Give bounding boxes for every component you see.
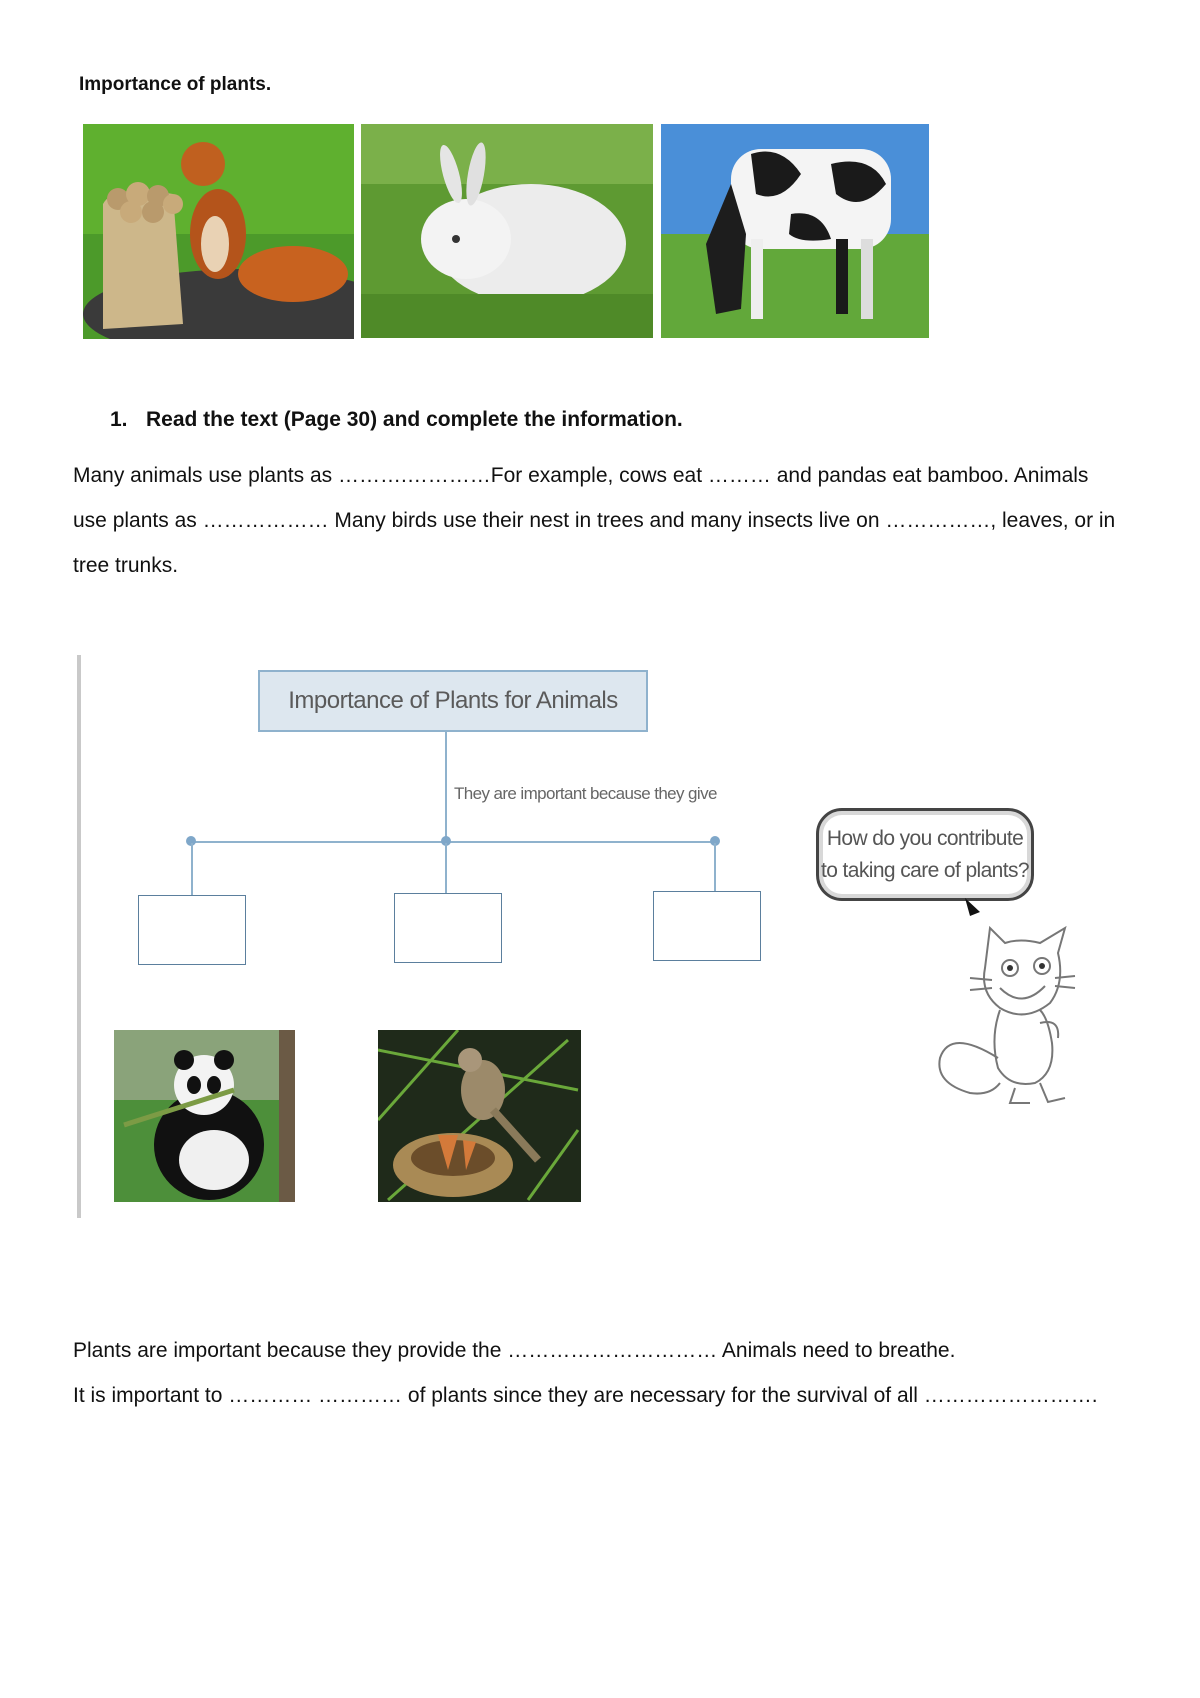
speech-bubble-line-1: How do you contribute	[826, 827, 1024, 850]
diagram-connector-center	[445, 843, 447, 893]
speech-bubble	[816, 808, 1034, 901]
diagram-connector-main	[445, 732, 447, 842]
answer-box-1[interactable]	[138, 895, 246, 965]
diagram-connector-right	[714, 843, 716, 891]
paragraph-1-line-1: Many animals use plants as ……….…………For example, cows eat ……… and pandas eat bamboo. Animals	[73, 464, 1089, 487]
diagram-branch-line	[191, 841, 715, 843]
answer-box-3[interactable]	[653, 891, 761, 961]
cat-illustration	[930, 898, 1080, 1106]
paragraph-2-line-1: Plants are important because they provide the ………………………… Animals need to breathe.	[73, 1339, 956, 1362]
speech-bubble-line-2: to taking care of plants?	[821, 859, 1029, 882]
paragraph-1	[73, 453, 1133, 588]
paragraph-1-line-2: use plants as ……………… Many birds use their nest in trees and many insects live on ……………, leaves, or in	[73, 509, 1116, 532]
question-instruction: Read the text (Page 30) and complete the information.	[146, 408, 683, 431]
paragraph-2-line-2: It is important to ………… ………… of plants since they are necessary for the survival of all …………………….	[73, 1384, 1098, 1407]
paragraph-2	[73, 1328, 1133, 1418]
rabbit-photo	[361, 124, 653, 338]
diagram-caption: They are important because they give	[454, 784, 717, 803]
cow-photo	[661, 124, 929, 338]
bird-nest-photo	[378, 1030, 581, 1202]
paragraph-1-line-3: tree trunks.	[73, 554, 179, 577]
page-title: Importance of plants.	[79, 74, 272, 95]
diagram-border	[77, 655, 81, 1218]
diagram-title-box: Importance of Plants for Animals	[258, 670, 648, 732]
question-number: 1.	[110, 408, 128, 431]
squirrel-photo	[83, 124, 354, 339]
answer-box-2[interactable]	[394, 893, 502, 963]
question-heading	[110, 408, 683, 432]
diagram-connector-left	[191, 843, 193, 895]
panda-photo	[114, 1030, 295, 1202]
